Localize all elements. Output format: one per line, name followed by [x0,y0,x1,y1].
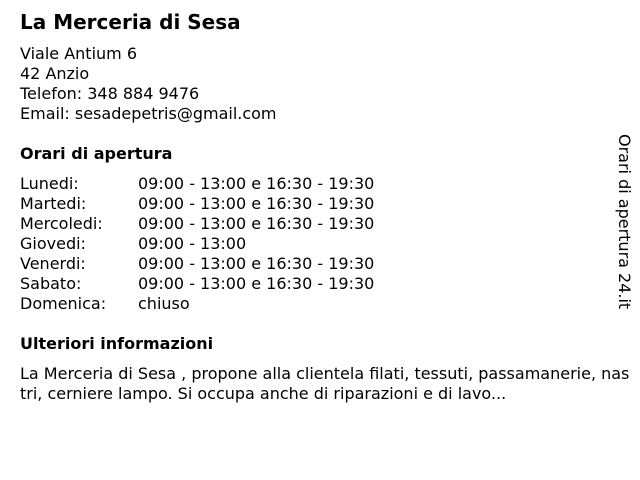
opening-hours-heading: Orari di apertura [20,144,173,163]
hours-row-tuesday [20,194,374,214]
time-value: 09:00 - 13:00 e 16:30 - 19:30 [138,174,375,193]
time-value: 09:00 - 13:00 e 16:30 - 19:30 [138,274,375,293]
additional-info-heading: Ulteriori informazioni [20,334,214,353]
day-label: Martedi: [20,194,87,213]
city: 42 Anzio [20,64,90,83]
site-watermark: Orari di apertura 24.it [615,134,634,310]
hours-row-sunday [20,294,374,314]
day-label: Sabato: [20,274,82,293]
time-value: chiuso [138,294,190,313]
phone: Telefon: 348 884 9476 [20,84,200,103]
day-label: Domenica: [20,294,107,313]
opening-hours-table [20,174,374,314]
time-value: 09:00 - 13:00 [138,234,247,253]
shop-title: La Merceria di Sesa [20,10,241,34]
time-value: 09:00 - 13:00 e 16:30 - 19:30 [138,254,375,273]
day-label: Giovedi: [20,234,86,253]
hours-row-thursday [20,234,374,254]
street-address: Viale Antium 6 [20,44,138,63]
address-block [20,44,277,124]
hours-row-wednesday [20,214,374,234]
email: Email: sesadepetris@gmail.com [20,104,277,123]
time-value: 09:00 - 13:00 e 16:30 - 19:30 [138,194,375,213]
additional-info-text: La Merceria di Sesa , propone alla clientela filati, tessuti, passamanerie, nastri, cerniere lampo. Si occupa anche di riparazioni e di lavo... [20,364,630,403]
day-label: Mercoledi: [20,214,103,233]
time-value: 09:00 - 13:00 e 16:30 - 19:30 [138,214,375,233]
hours-row-saturday [20,274,374,294]
day-label: Venerdi: [20,254,86,273]
day-label: Lunedi: [20,174,79,193]
hours-row-monday [20,174,374,194]
hours-row-friday [20,254,374,274]
